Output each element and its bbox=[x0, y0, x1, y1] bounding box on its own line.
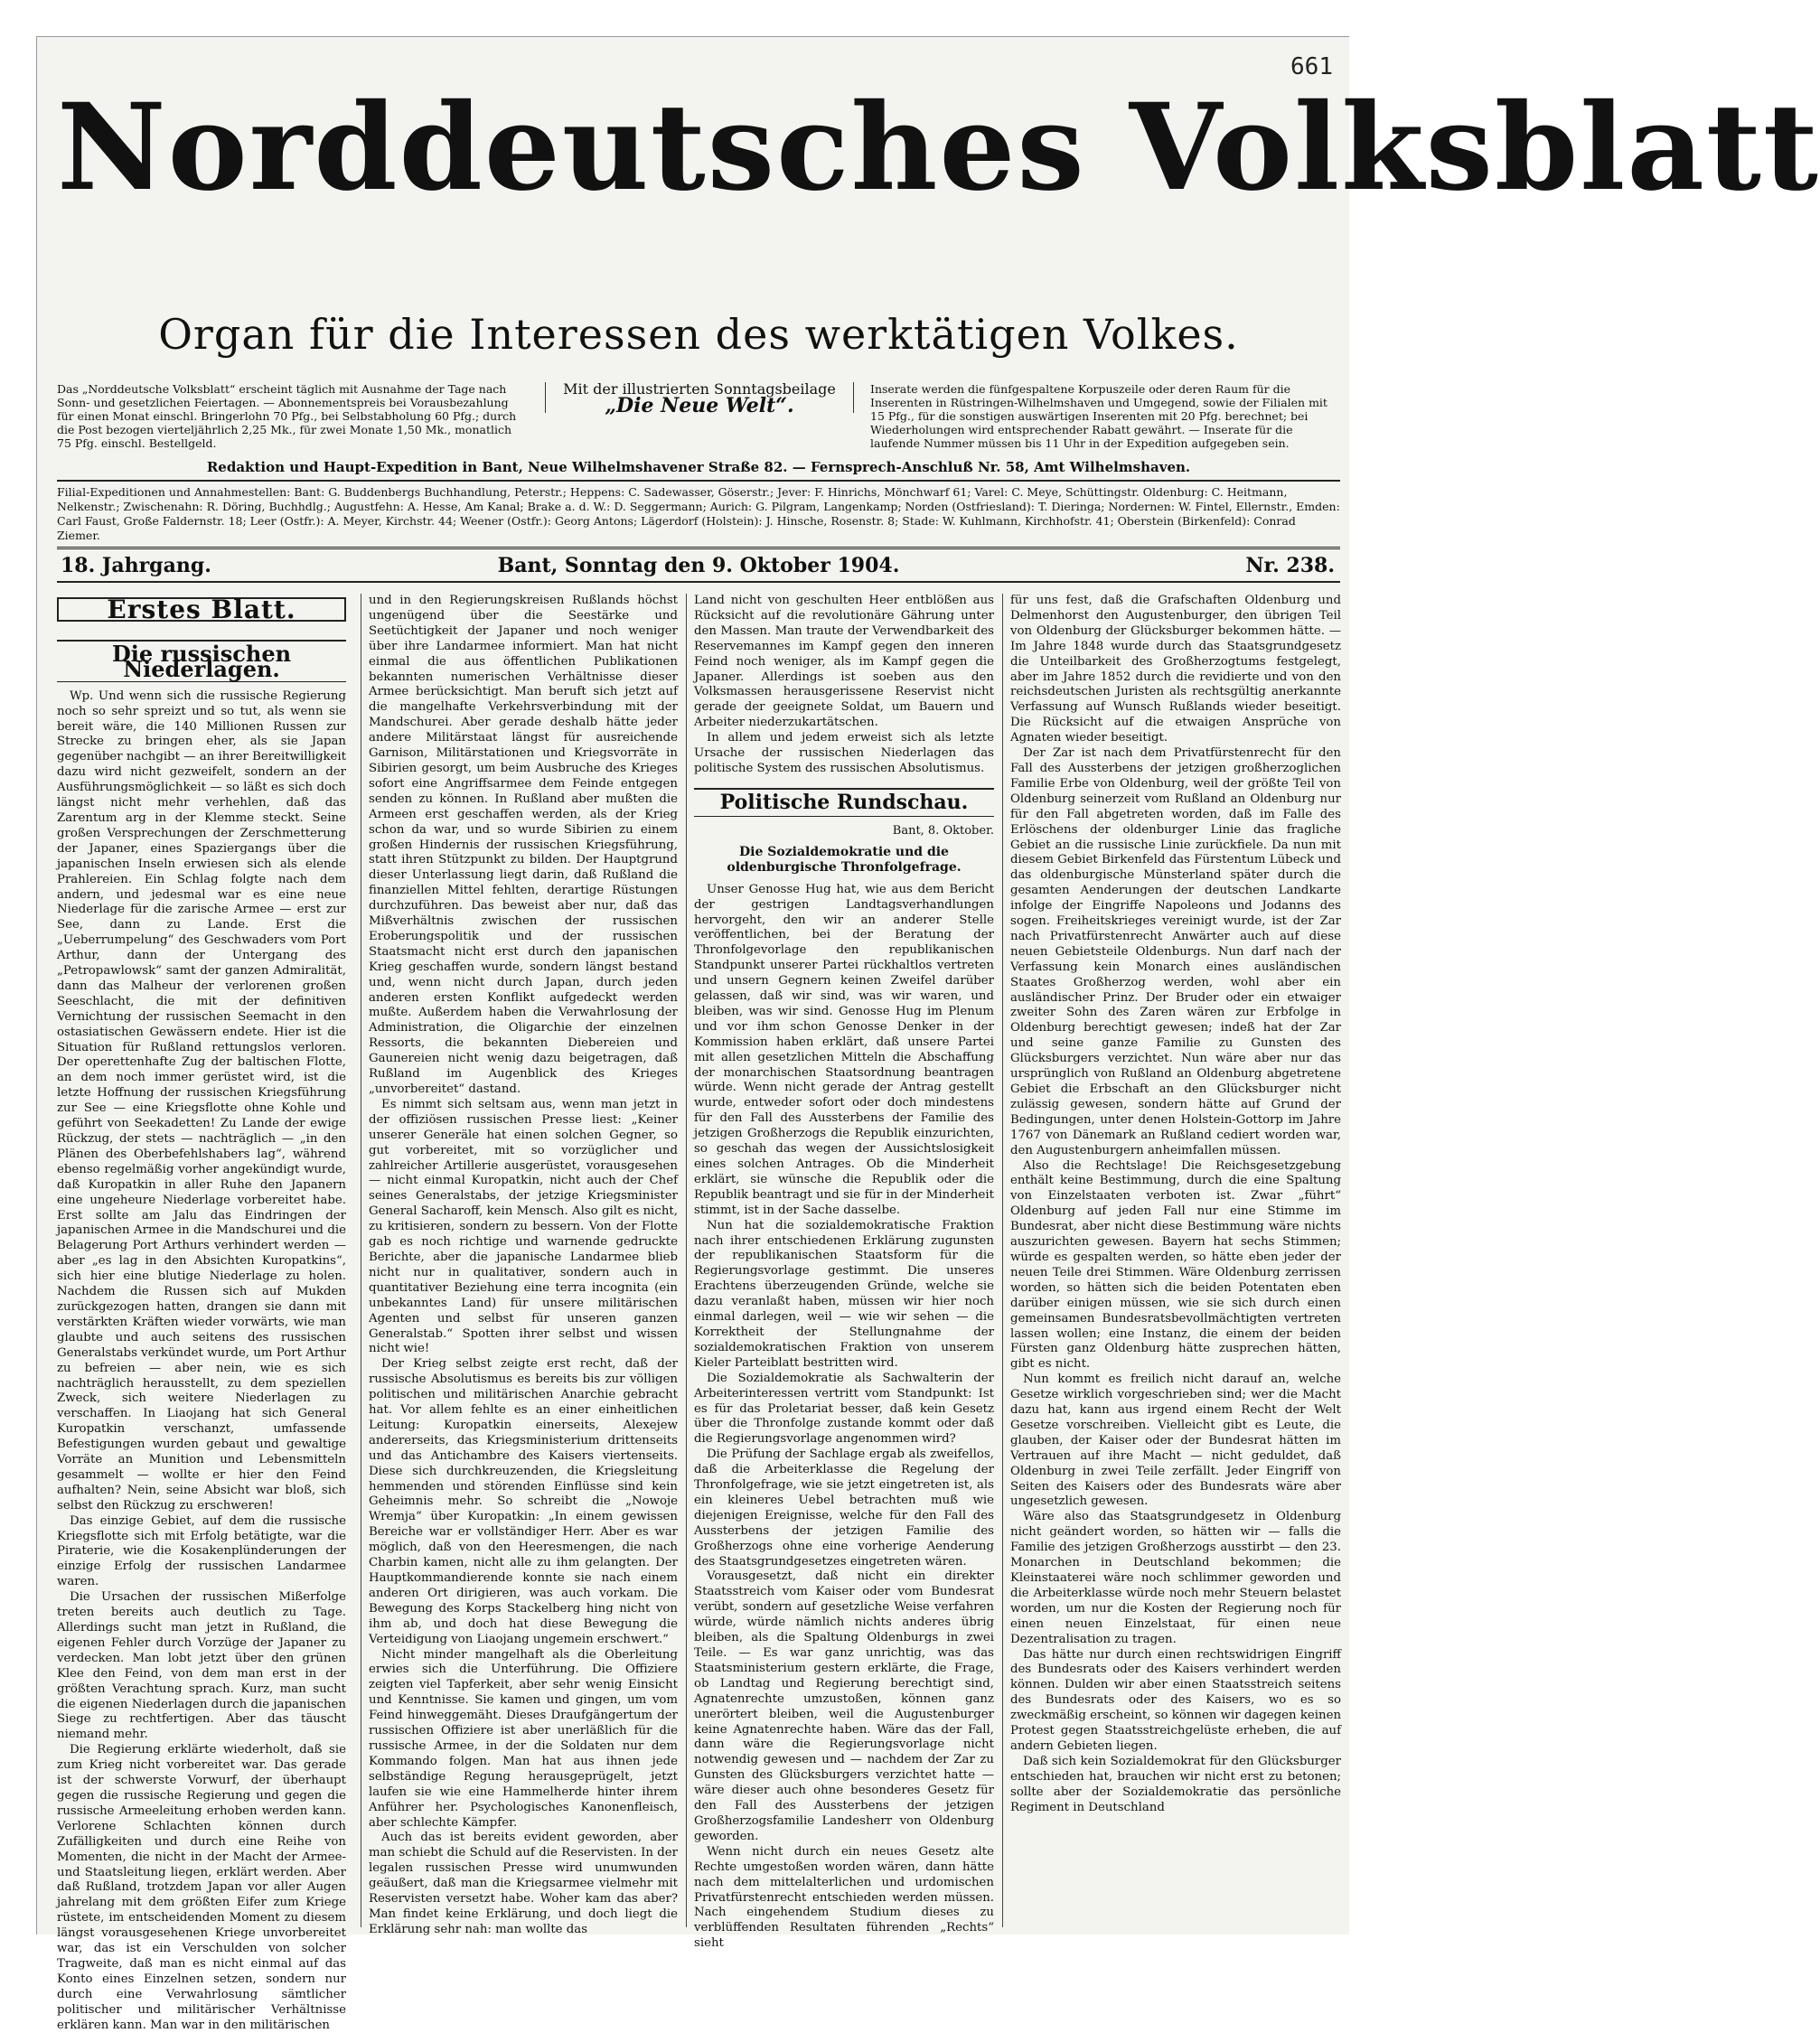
paragraph: Wp. Und wenn sich die russische Regierung noch so sehr spreizt und so tut, als wenn sie bereit wäre, die 140 Millionen Russen zur Strecke zu bringen eher, als sie Japan gegenüber nachgibt — an ihrer Bereitwilligkeit dazu wird nicht gezweifelt, sondern an der Ausführungsmöglichkeit — so läßt es sich doch längst nicht mehr verhehlen, daß das Zarentum arg in der Klemme steckt. Seine großen Versprechungen der Zerschmetterung der Japaner, eines Spaziergangs über die japanischen Inseln erwiesen sich als elende Prahlereien. Ein Schlag folgte nach dem andern, und jedesmal war es eine neue Niederlage für die zarische Armee — erst zur See, dann zu Lande. Erst die „Ueberrumpelung“ des Geschwaders vom Port Arthur, dann der Untergang des „Petropawlowsk“ samt der ganzen Admiralität, dann das Malheur der verlorenen großen Seeschlacht, die mit der definitiven Vernichtung der russischen Seemacht in den ostasiatischen Gewässern endete. Hier ist die Situation für Rußland rettungslos verloren. Der operettenhafte Zug der baltischen Flotte, an dem noch immer gerüstet wird, ist die letzte Hoffnung der russischen Kriegsführung zur See — eine Kriegsflotte ohne Kohle und geführt von Seekadetten! Zu Lande der ewige Rückzug, der stets — nachträglich — „in den Plänen des Oberbefehlshabers lag“, während ebenso regelmäßig vorher angekündigt wurde, daß Kuropatkin in aller Ruhe den Japanern eine ungeheure Niederlage vorbereitet habe. Erst sollte am Jalu das Eindringen der japanischen Armee in die Mandschurei und die Belagerung Port Arthurs verhindert werden — aber „es lag in den Absichten Kuropatkins“, sich hier eine blutige Niederlage zu holen. Nachdem die Russen sich auf Mukden zurückgezogen hatten, drangen sie dann mit verstärkten Kräften wieder vorwärts, wie man glaubte und auch seitens des russischen Generalstabs verkündet wurde, um Port Arthur zu befreien — aber nein, wie es sich nachträglich herausstellt, zu dem speziellen Zweck, sich weitere Niederlagen zu verschaffen. In Liaojang hat sich General Kuropatkin verschanzt, umfassende Befestigungen wurden gebaut und gewaltige Vorräte an Munition und Lebensmitteln gesammelt — wollte er hier den Feind aufhalten? Nein, seine Absicht war bloß, sich selbst den Rückzug zu erschweren! bbox=[57, 689, 346, 1513]
masthead-subtitle: Organ für die Interessen des werktätigen Volkes. bbox=[158, 310, 1239, 359]
paragraph: Auch das ist bereits evident geworden, aber man schiebt die Schuld auf die Reservisten. In der legalen russischen Presse wird unumwunden geäußert, daß man die Kriegsarmee vielmehr mit Reservisten versetzt habe. Woher kam das aber? Man findet keine Erklärung, und doch liegt die Erklärung sehr nah: man wollte das bbox=[369, 1831, 678, 1936]
article-subheadline: Die Sozialdemokratie und die oldenburgische Thronfolgefrage. bbox=[727, 844, 962, 875]
paragraph: Nun hat die sozialdemokratische Fraktion nach ihrer entschiedenen Erklärung zugunsten der republikanischen Staatsform für die Regierungsvorlage gestimmt. Die unseres Erachtens überzeugenden Gründe, welche sie dazu veranlaßt haben, müssen wir hier noch einmal darlegen, weil — wie wir sehen — die Korrektheit der Stellungnahme der sozialdemokratischen Fraktion von unserem Kieler Parteiblatt bestritten wird. bbox=[694, 1218, 994, 1370]
section-label: Erstes Blatt. bbox=[57, 597, 346, 622]
paragraph: Unser Genosse Hug hat, wie aus dem Bericht der gestrigen Landtagsverhandlungen hervorgeht, den wir an anderer Stelle veröffentlichen, bei der Beratung der Thronfolgevorlage den republikanischen Standpunkt unserer Partei rückhaltlos vertreten und unsern Gegnern keinen Zweifel darüber gelassen, daß wir sind, was wir waren, und bleiben, was wir sind. Genosse Hug im Plenum und vor ihm schon Genosse Denker in der Kommission haben erklärt, daß unsere Partei mit allen gesetzlichen Mitteln die Abschaffung der monarchischen Staatsordnung beantragen würde. Wenn nicht gerade der Antrag gestellt wurde, entweder sofort oder doch mindestens für den Fall des Aussterbens der Familie des jetzigen Großherzogs die Republik einzurichten, so geschah das wegen der Aussichtslosigkeit eines solchen Antrages. Ob die Minderheit erklärt, sie wünsche die Republik oder die Republik beantragt und sie für in der Minderheit stimmt, ist in der Sache dasselbe. bbox=[694, 882, 994, 1217]
article-headline: Die russischen Niederlagen. bbox=[57, 640, 346, 682]
branch-offices: Filial-Expeditionen und Annahmestellen: Bant: G. Buddenbergs Buchhandlung, Peterstr.; Heppens: C. Sadewasser, Göserstr.; Jever: F. Hinrichs, Mönchwarf 61; Varel: C. Meye, Schüttingstr. Oldenburg: C. Heitmann, Nelkenstr.; Zwischenahn: R. Döring, Buchhdlg.; Augustfehn: A. Hesse, Am Kanal; Brake a. d. W.: D. Seggermann; Aurich: G. Pilgram, Langenkamp; Norden (Ostfriesland): T. Dieringa; Nordernen: W. Fintel, Ellernstr., Emden: Carl Faust, Große Faldernstr. 18; Leer (Ostfr.): A. Meyer, Kirchstr. 44; Weener (Ostfr.): Georg Antons; Lägerdorf (Holstein): J. Hinsche, Rosenstr. 8; Stade: W. Kuhlmann, Kirchhofstr. 41; Oberstein (Birkenfeld): Conrad Ziemer. bbox=[57, 480, 1340, 549]
info-bar bbox=[57, 382, 1340, 454]
supplement-title: „Die Neue Welt“. bbox=[605, 394, 794, 417]
paragraph: Die Sozialdemokratie als Sachwalterin der Arbeiterinteressen vertritt vom Standpunkt: Ist es für das Proletariat besser, daß kein Gesetz über die Thronfolge zustande kommt oder daß die Regierungsvorlage angenommen wird? bbox=[694, 1371, 994, 1447]
paragraph: Der Zar ist nach dem Privatfürstenrecht für den Fall des Aussterbens der jetzigen großherzoglichen Familie Erbe von Oldenburg, weil der größte Teil von Oldenburg seinerzeit vom Rußland an Oldenburg nur für den Fall abgetreten worden, daß im Falle des Erlöschens der oldenburger Linie das fragliche Gebiet an die russische Linie zurückfiele. Da nun mit diesem Gebiet Birkenfeld das Fürstentum Lübeck und das oldenburgische Münsterland später durch die gesamten Aenderungen der deutschen Landkarte infolge der Eingriffe Napoleons und Jodanns des sogen. Freiheitskrieges vereinigt wurde, ist der Zar nach Privatfürstenrecht Anwärter auch auf diese neuen Gebietsteile Oldenburgs. Nun darf nach der Verfassung kein Monarch eines ausländischen Staates Großherzog werden, wohl aber ein ausländischer Prinz. Der Bruder oder ein etwaiger zweiter Sohn des Zaren wären zur Erbfolge in Oldenburg berechtigt gewesen; indeß hat der Zar und seine ganze Familie zu Gunsten des Glücksburgers verzichtet. Nun wäre aber nur das ursprünglich von Rußland an Oldenburg abgetretene Gebiet die Erbschaft an den Glücksburger nicht zulässig gewesen, sondern hätte auf Grund der Bedingungen, unter denen Holstein-Gottorp im Jahre 1767 von Dänemark an Rußland cediert worden war, den Augustenburgern anheimfallen müssen. bbox=[1010, 746, 1341, 1157]
paragraph: Also die Rechtslage! Die Reichsgesetzgebung enthält keine Bestimmung, durch die eine Spaltung von Einzelstaaten verboten ist. Zwar „führt“ Oldenburg auf jeden Fall nur eine Stimme im Bundesrat, aber nicht diese Bestimmung wäre nichts auszurichten gewesen. Bayern hat sechs Stimmen; würde es gespalten werden, so hätte eben jeder der neuen Teile drei Stimmen. Wäre Oldenburg zerrissen worden, so hätten sich die beiden Potentaten eben darüber einigen müssen, wie sie sich durch einen gemeinsamen Bundesratsbevollmächtigten vertreten lassen wollen; eine Instanz, die einem der beiden Fürsten ganz Oldenburg hätte zusprechen hätten, gibt es nicht. bbox=[1010, 1158, 1341, 1372]
volume-year: 18. Jahrgang. bbox=[61, 554, 211, 577]
masthead-title: Norddeutsches Volksblatt bbox=[57, 78, 1820, 218]
dateline bbox=[57, 554, 1340, 583]
newspaper-sheet bbox=[36, 36, 1820, 2032]
column-1 bbox=[57, 594, 346, 2032]
page-number-note: 661 bbox=[1290, 53, 1333, 80]
paragraph: Die Ursachen der russischen Mißerfolge treten bereits auch deutlich zu Tage. Allerdings sucht man jetzt in Rußland, die eigenen Fehler durch Vorzüge der Japaner zu verdecken. Man lobt jetzt über den grünen Klee den Feind, von dem man erst in der größten Verachtung sprach. Kurz, man sucht die eigenen Niederlagen durch die japanischen Siege zu rechtfertigen. Aber das täuscht niemand mehr. bbox=[57, 1590, 346, 1742]
paragraph: Land nicht von geschulten Heer entblößen aus Rücksicht auf die revolutionäre Gährung unter den Massen. Man traute der Verwendbarkeit des Reservemannes im Kampf gegen den inneren Feind noch weniger, als im Kampf gegen die Japaner. Allerdings ist soeben aus den Volksmassen herausgerissene Reservist nicht gerade der geeignete Soldat, um Bauern und Arbeiter niederzukartätschen. bbox=[694, 594, 994, 730]
dateline-local: Bant, 8. Oktober. bbox=[892, 823, 994, 838]
paragraph: Es nimmt sich seltsam aus, wenn man jetzt in der offiziösen russischen Presse liest: „Keiner unserer Generäle hat einen solchen Gegner, so gut vorbereitet, mit so vorzüglicher und zahlreicher Artillerie ausgerüstet, vorausgesehen — nicht einmal Kuropatkin, nicht auch der Chef seines Generalstabs, der jetzige Kriegsminister General Sacharoff, kein Mensch. Also gilt es nicht, zu kritisieren, sondern zu bessern. Von der Flotte gab es noch richtige und warnende gedruckte Berichte, aber die japanische Landarmee blieb nicht nur in qualitativer, sondern auch in quantitativer Beziehung eine terra incognita (ein unbekanntes Land) für unsere militärischen Agenten und selbst für unseren ganzen Generalstab.“ Spotten ihrer selbst und wissen nicht wie! bbox=[369, 1097, 678, 1356]
paragraph: Die Regierung erklärte wiederholt, daß sie zum Krieg nicht vorbereitet war. Das gerade ist der schwerste Vorwurf, der überhaupt gegen die russische Regierung und gegen die russische Armeeleitung erhoben werden kann. Verlorene Schlachten können durch Zufälligkeiten und durch eine Reihe von Momenten, die nicht in der Macht der Armee- und Staatsleitung liegen, erklärt werden. Aber daß Rußland, trotzdem Japan vor aller Augen jahrelang mit dem größten Eifer zum Kriege rüstete, im entscheidenden Moment zu diesem längst vorausgesehenen Kriege unvorbereitet war, das ist ein Verschulden von solcher Tragweite, daß man es nicht einmal auf das Konto eines Einzelnen setzen, sondern nur durch eine Verwahrlosung sämtlicher politischer und militärischer Verhältnisse erklären kann. Man war in den militärischen bbox=[57, 1743, 346, 2032]
newspaper-page bbox=[57, 48, 1820, 2032]
subscription-info: Das „Norddeutsche Volksblatt“ erscheint täglich mit Ausnahme der Tage nach Sonn- und gesetzlichen Feiertagen. — Abonnementspreis bei Vorausbezahlung für einen Monat einschl. Bringerlohn 70 Pfg., bei Selbstabholung 60 Pfg.; durch die Post bezogen vierteljährlich 2,25 Mk., für zwei Monate 1,50 Mk., monatlich 75 Pfg. einschl. Bestellgeld. bbox=[57, 382, 517, 450]
paragraph: Wenn nicht durch ein neues Gesetz alte Rechte umgestoßen worden wären, dann hätte nach dem mittelalterlichen und urdomischen Privatfürstenrecht entschieden werden müssen. Nach eingehendem Studium dieses zu verblüffenden Resultaten führenden „Rechts“ sieht bbox=[694, 1844, 994, 1951]
paragraph: Der Krieg selbst zeigte erst recht, daß der russische Absolutismus es bereits bis zur völligen politischen und militärischen Anarchie gebracht hat. Vor allem fehlte es an einer einheitlichen Leitung: Kuropatkin einerseits, Alexejew andererseits, das Kriegsministerium drittenseits und das Antichambre des Kaisers viertenseits. Diese sich durchkreuzenden, die Kriegsleitung hemmenden und störenden Einflüsse sind kein Geheimnis mehr. So schreibt die „Nowoje Wremja“ über Kuropatkin: „In einem gewissen Bereiche war er vollständiger Herr. Aber es war möglich, daß von den Heeresmengen, die nach Charbin kamen, nicht alle zu ihm gelangten. Der Hauptkommandierende konnte sie nach einem anderen Ort dirigieren, was auch vorkam. Die Bewegung des Korps Stackelberg hing nicht von ihm ab, und doch hat diese Bewegung die Verteidigung von Liaojang ungemein erschwert.“ bbox=[369, 1357, 678, 1646]
paragraph: Das hätte nur durch einen rechtswidrigen Eingriff des Bundesrats oder des Kaisers verhindert werden können. Dulden wir aber einen Staatsstreich seitens des Bundesrats oder des Kaisers, wo es so zweckmäßig erscheint, so können wir dagegen keinen Protest gegen Staatsstreichgelüste erheben, die auf andern Gebieten liegen. bbox=[1010, 1647, 1342, 1753]
paragraph: Nicht minder mangelhaft als die Oberleitung erwies sich die Unterführung. Die Offiziere zeigten viel Tapferkeit, aber sehr wenig Einsicht und Kenntnisse. Sie kamen und gingen, um vom Feind hinweggemäht. Dieses Draufgängertum der russischen Offiziere ist aber unerläßlich für die russische Armee, in der die Soldaten nur dem Kommando folgen. Man hat aus ihnen jede selbständige Regung herausgeprügelt, jetzt laufen sie wie eine Hammelherde hinter ihrem Anführer her. Psychologisches Kanonenfleisch, aber schlechte Kämpfer. bbox=[369, 1647, 678, 1830]
paragraph: Wäre also das Staatsgrundgesetz in Oldenburg nicht geändert worden, so hätten wir — falls die Familie des jetzigen Großherzogs ausstirbt — den 23. Monarchen in Deutschland bekommen; die Kleinstaaterei wäre noch schlimmer geworden und die Arbeiterklasse würde noch mehr Steuern belastet worden, um nur die Kosten der Regierung noch für einen neuen Einzelstaat, für einen neue Dezentralisation zu tragen. bbox=[1010, 1510, 1341, 1646]
issue-date: Bant, Sonntag den 9. Oktober 1904. bbox=[497, 554, 900, 577]
editorial-address: Redaktion und Haupt-Expedition in Bant, Neue Wilhelmshavener Straße 82. — Fernsprech-Anschluß Nr. 58, Amt Wilhelmshaven. bbox=[206, 459, 1191, 475]
paragraph: Vorausgesetzt, daß nicht ein direkter Staatsstreich vom Kaiser oder vom Bundesrat verübt, sondern auf gesetzliche Weise verfahren würde, würde nämlich nichts anderes übrig bleiben, als die Spaltung Oldenburgs in zwei Teile. — Es war ganz unrichtig, was das Staatsministerium gestern erklärte, die Frage, ob Landtag und Regierung berechtigt sind, Agnatenrechte umzustoßen, können ganz unerörtert bleiben, weil die Augustenburger keine Agnatenrechte haben. Wäre das der Fall, dann wäre die Regierungsvorlage nicht notwendig gewesen und — nachdem der Zar zu Gunsten des Glücksburgers verzichtet hatte — wäre dieser auch ohne besonderes Gesetz für den Fall des Aussterbens der jetzigen Großherzogsfamilie Landesherr von Oldenburg geworden. bbox=[694, 1569, 994, 1843]
paragraph: für uns fest, daß die Grafschaften Oldenburg und Delmenhorst den Augustenburger, den übrigen Teil von Oldenburg der Glücksburger bekommen hätte. — Im Jahre 1848 wurde durch das Staatsgrundgesetz die Unteilbarkeit des Großherzogtums festgelegt, aber im Jahre 1852 durch die revidierte und von den reichsdeutschen Juristen als rechtsgültig anerkannte Verfassung auf Wunsch Rußlands wieder beseitigt. Die Rücksicht auf die etwaigen Ansprüche von Agnaten wieder beseitigt. bbox=[1010, 594, 1341, 745]
paragraph: und in den Regierungskreisen Rußlands höchst ungenügend über die Seestärke und Seetüchtigkeit der Japaner und noch weniger über ihre Landarmee informiert. Man hat nicht einmal die aus öffentlichen Publikationen bekannten numerischen Verhältnisse dieser Armee berücksichtigt. Man beruft sich jetzt auf die mangelhafte Verkehrsverbindung mit der Mandschurei. Aber gerade deshalb hätte jeder andere Militärstaat längst für ausreichende Garnison, Militärstationen und Kriegsvorräte in Sibirien gesorgt, um beim Ausbruche des Krieges sofort eine Angriffsarmee dem Feinde entgegen senden zu können. In Rußland aber mußten die Armeen erst geschaffen werden, als der Krieg schon da war, und so wurde Sibirien zu einem großen Hindernis der russischen Kriegsführung, statt ihren Stützpunkt zu bilden. Der Hauptgrund dieser Unterlassung liegt darin, daß Rußland die finanziellen Mittel fehlten, derartige Rüstungen durchzuführen. Das beweist aber nur, daß das Mißverhältnis zwischen der russischen Eroberungspolitik und der russischen Staatsmacht nicht erst durch den japanischen Krieg geschaffen wurde, sondern längst bestand und, wenn nicht durch Japan, durch jeden anderen ersten Konflikt aufgedeckt werden mußte. Außerdem haben die Verwahrlosung der Administration, die Oligarchie der einzelnen Ressorts, die bekannten Diebereien und Gaunereien nicht wenig dazu beigetragen, daß Rußland im Augenblick des Krieges „unvorbereitet“ dastand. bbox=[369, 594, 678, 1096]
advertising-info: Inserate werden die fünfgespaltene Korpuszeile oder deren Raum für die Inserenten in Rüstringen-Wilhelmshaven und Umgegend, sowie der Filialen mit 15 Pfg., für die sonstigen auswärtigen Inserenten mit 20 Pfg. berechnet; bei Wiederholungen wird entsprechender Rabatt gewährt. — Inserate für die laufende Nummer müssen bis 11 Uhr in der Expedition aufgegeben sein. bbox=[870, 382, 1327, 450]
paragraph: Die Prüfung der Sachlage ergab als zweifellos, daß die Arbeiterklasse die Regelung der Thronfolgefrage, wie sie jetzt eingetreten ist, als ein kleineres Uebel betrachten muß wie diejenigen Ereignisse, welche für den Fall des Aussterbens der jetzigen Familie des Großherzogs ohne eine vorherige Aenderung des Staatsgrundgesetzes eingetreten wären. bbox=[694, 1447, 994, 1569]
article-columns bbox=[57, 594, 1342, 2032]
issue-number: Nr. 238. bbox=[1245, 554, 1335, 577]
paragraph: Daß sich kein Sozialdemokrat für den Glücksburger entschieden hat, brauchen wir nicht erst zu betonen; sollte aber der Sozialdemokratie das persönliche Regiment in Deutschland bbox=[1010, 1754, 1341, 1814]
paragraph: Nun kommt es freilich nicht darauf an, welche Gesetze wirklich vorgeschrieben sind; wer die Macht dazu hat, kann aus irgend einem Recht der Welt Gesetze vorschreiben. Vielleicht gibt es Leute, die glauben, der Kaiser oder der Bundesrat hätten im Vertrauen auf ihre Macht — nicht geduldet, daß Oldenburg in zwei Teile zerfällt. Jeder Eingriff von Seiten des Kaisers oder des Bundesrats wäre aber ungesetzlich gewesen. bbox=[1010, 1373, 1341, 1509]
paragraph: In allem und jedem erweist sich als letzte Ursache der russischen Niederlagen das politische System des russischen Absolutismus. bbox=[694, 731, 994, 775]
column-4 bbox=[1002, 594, 1341, 1927]
column-2 bbox=[361, 594, 678, 1936]
paragraph: Das einzige Gebiet, auf dem die russische Kriegsflotte sich mit Erfolg betätigte, war die Piraterie, wie die Kosakenplünderungen der einzige Erfolg der russischen Landarmee waren. bbox=[57, 1513, 346, 1589]
supplement-info bbox=[545, 380, 854, 417]
column-3 bbox=[686, 594, 994, 1951]
supplement-line: Mit der illustrierten Sonntagsbeilage bbox=[563, 380, 836, 398]
section-heading: Politische Rundschau. bbox=[694, 788, 994, 817]
